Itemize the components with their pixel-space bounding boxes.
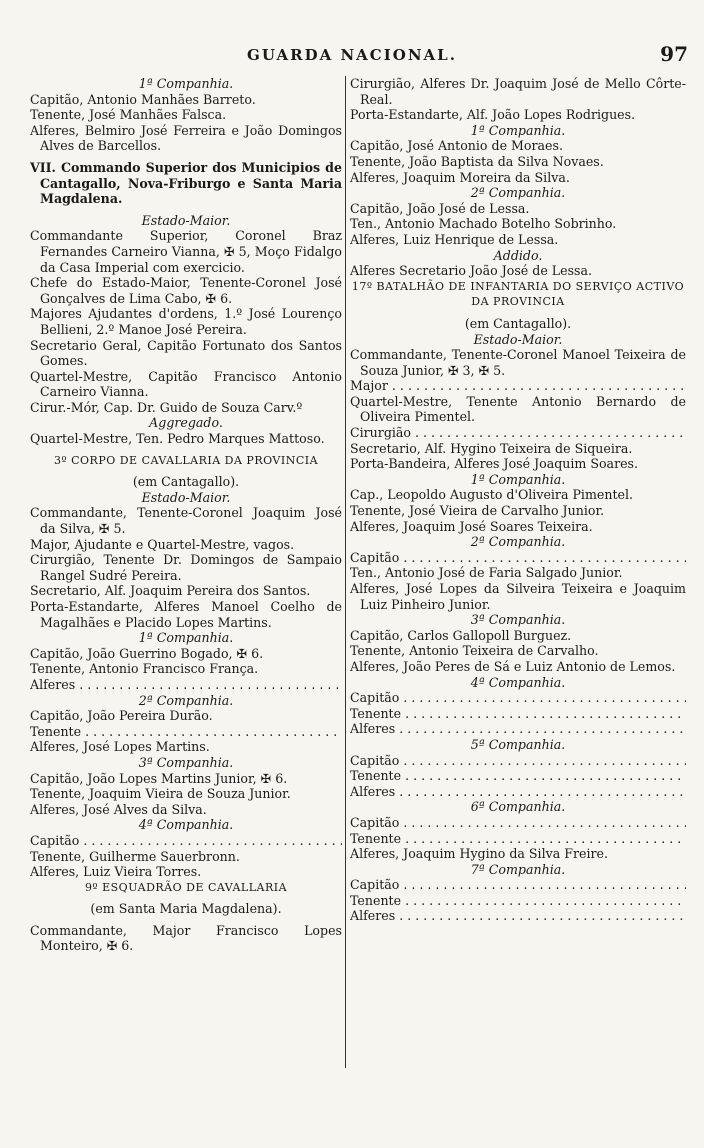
roster-entry: Commandante Superior, Coronel Braz Fernandes Carneiro Vianna, ✠ 5, Moço Fidalgo da Casa Imperial com exercicio. bbox=[30, 228, 342, 275]
roster-entry: Alferes, Belmiro José Ferreira e João Domingos Alves de Barcellos. bbox=[30, 122, 342, 154]
section-heading: 6ª Companhia. bbox=[470, 799, 566, 815]
vacant-entry: Alferes . . . bbox=[350, 908, 686, 924]
roster-entry: Commandante, Tenente-Coronel Manoel Teixeira de Souza Junior, ✠ 3, ✠ 5. bbox=[350, 347, 686, 378]
roster-entry: Capitão, Carlos Gallopoll Burguez. bbox=[350, 627, 572, 643]
left-column bbox=[30, 76, 342, 954]
roster-entry: Tenente, João Baptista da Silva Novaes. bbox=[350, 153, 604, 169]
section-heading: 1ª Companhia. bbox=[470, 471, 566, 487]
vacant-entry: Capitão . . . bbox=[350, 753, 686, 769]
roster-entry: Ten., Antonio Machado Botelho Sobrinho. bbox=[350, 216, 617, 232]
roster-entry: Alferes, Luiz Vieira Torres. bbox=[30, 864, 202, 880]
section-heading: 5ª Companhia. bbox=[470, 736, 566, 752]
roster-entry: Secretario Geral, Capitão Fortunato dos Santos Gomes. bbox=[30, 337, 342, 369]
vacant-entry: Major . . . bbox=[350, 378, 686, 394]
roster-entry: Alferes, José Lopes Martins. bbox=[30, 739, 210, 755]
roster-entry: Alferes, Luiz Henrique de Lessa. bbox=[350, 231, 559, 247]
page-number: 97 bbox=[660, 42, 688, 66]
roster-entry: Cirurgião, Tenente Dr. Domingos de Sampaio Rangel Sudré Pereira. bbox=[30, 552, 342, 583]
roster-entry: Majores Ajudantes d'ordens, 1.º José Lourenço Bellieni, 2.º Manoe José Pereira. bbox=[30, 306, 342, 337]
section-heading: 3ª Companhia. bbox=[138, 754, 234, 770]
roster-entry: Capitão, João Lopes Martins Junior, ✠ 6. bbox=[30, 770, 288, 786]
unit-heading: 17º BATALHÃO DE INFANTARIA DO SERVIÇO ACTIVO DA PROVINCIA bbox=[351, 279, 685, 309]
roster-entry: Porta-Bandeira, Alferes José Joaquim Soares. bbox=[350, 456, 639, 472]
roster-entry: Alferes, Joaquim Hygino da Silva Freire. bbox=[350, 846, 608, 862]
right-column bbox=[350, 76, 686, 924]
roster-entry: Alferes, Joaquim José Soares Teixeira. bbox=[350, 518, 593, 534]
roster-entry: Capitão, Antonio Manhães Barreto. bbox=[30, 91, 256, 107]
roster-entry: Quartel-Mestre, Capitão Francisco Antonio Carneiro Vianna. bbox=[30, 368, 342, 400]
command-heading: VII. Commando Superior dos Municipios de Cantagallo, Nova-Friburgo e Santa Maria Magdalena. bbox=[30, 159, 342, 207]
section-heading: Estado-Maior. bbox=[141, 489, 231, 505]
vacant-entry: Tenente . . . bbox=[350, 893, 686, 909]
roster-entry: Quartel-Mestre, Tenente Antonio Bernardo de Oliveira Pimentel. bbox=[350, 393, 686, 425]
unit-location: (em Cantagallo). bbox=[464, 315, 572, 331]
roster-entry: Alferes Secretario João José de Lessa. bbox=[350, 263, 593, 279]
section-heading: 1ª Companhia. bbox=[138, 76, 234, 91]
roster-entry: Tenente, Antonio Teixeira de Carvalho. bbox=[350, 643, 599, 659]
vacant-entry: Capitão . . . bbox=[350, 550, 686, 566]
vacant-entry: Capitão . . . bbox=[30, 833, 342, 849]
roster-entry: Commandante, Major Francisco Lopes Monteiro, ✠ 6. bbox=[30, 922, 342, 954]
roster-entry: Porta-Estandarte, Alf. João Lopes Rodrigues. bbox=[350, 107, 636, 123]
vacant-entry: Tenente . . . bbox=[30, 724, 342, 740]
section-heading: 2ª Companhia. bbox=[470, 185, 566, 201]
section-heading: 2ª Companhia. bbox=[138, 692, 234, 708]
roster-entry: Tenente, José Manhães Falsca. bbox=[30, 107, 227, 123]
roster-entry: Alferes, José Lopes da Silveira Teixeira e Joaquim Luiz Pinheiro Junior. bbox=[350, 581, 686, 612]
section-heading: 4ª Companhia. bbox=[138, 817, 234, 833]
roster-entry: Cirurgião, Alferes Dr. Joaquim José de Mello Côrte-Real. bbox=[350, 76, 686, 107]
roster-entry: Quartel-Mestre, Ten. Pedro Marques Mattoso. bbox=[30, 431, 325, 447]
vacant-entry: Capitão . . . bbox=[350, 690, 686, 706]
unit-location: (em Santa Maria Magdalena). bbox=[90, 901, 282, 917]
running-title: GUARDA NACIONAL. bbox=[247, 46, 457, 64]
section-heading: 2ª Companhia. bbox=[470, 534, 566, 550]
roster-entry: Secretario, Alf. Hygino Teixeira de Siqueira. bbox=[350, 440, 633, 456]
vacant-entry: Alferes . . . bbox=[350, 784, 686, 800]
roster-entry: Alferes, José Alves da Silva. bbox=[30, 801, 207, 817]
roster-entry: Capitão, João Guerrino Bogado, ✠ 6. bbox=[30, 645, 264, 661]
roster-entry: Alferes, João Peres de Sá e Luiz Antonio de Lemos. bbox=[350, 658, 676, 674]
roster-entry: Cirur.-Mór, Cap. Dr. Guido de Souza Carv.º bbox=[30, 399, 303, 415]
vacant-entry: Tenente . . . bbox=[350, 706, 686, 722]
unit-location: (em Cantagallo). bbox=[132, 474, 240, 490]
section-heading: Estado-Maior. bbox=[473, 331, 563, 347]
roster-entry: Chefe do Estado-Maior, Tenente-Coronel José Gonçalves de Lima Cabo, ✠ 6. bbox=[30, 275, 342, 306]
roster-entry: Tenente, José Vieira de Carvalho Junior. bbox=[350, 503, 605, 519]
roster-entry: Major, Ajudante e Quartel-Mestre, vagos. bbox=[30, 536, 295, 552]
section-heading: Addido. bbox=[493, 247, 543, 263]
vacant-entry: Capitão . . . bbox=[350, 815, 686, 831]
roster-entry: Ten., Antonio José de Faria Salgado Junior. bbox=[350, 565, 623, 581]
section-heading: Aggregado. bbox=[149, 415, 223, 431]
section-heading: 1ª Companhia. bbox=[470, 122, 566, 138]
section-heading: 7ª Companhia. bbox=[470, 861, 566, 877]
roster-entry: Tenente, Guilherme Sauerbronn. bbox=[30, 848, 240, 864]
vacant-entry: Cirurgião . . . bbox=[350, 425, 686, 441]
roster-entry: Alferes, Joaquim Moreira da Silva. bbox=[350, 169, 570, 185]
unit-heading: 9º ESQUADRÃO DE CAVALLARIA bbox=[84, 880, 288, 894]
roster-entry: Capitão, João Pereira Durão. bbox=[30, 708, 213, 724]
roster-entry: Commandante, Tenente-Coronel Joaquim José da Silva, ✠ 5. bbox=[30, 505, 342, 537]
vacant-entry: Tenente . . . bbox=[350, 768, 686, 784]
vacant-entry: Alferes . . . bbox=[350, 721, 686, 737]
column-divider bbox=[345, 76, 346, 1068]
roster-entry: Secretario, Alf. Joaquim Pereira dos Santos. bbox=[30, 583, 311, 599]
roster-entry: Capitão, João José de Lessa. bbox=[350, 200, 530, 216]
roster-entry: Porta-Estandarte, Alferes Manoel Coelho de Magalhães e Placido Lopes Martins. bbox=[30, 599, 342, 630]
page-header bbox=[0, 42, 704, 68]
roster-entry: Capitão, José Antonio de Moraes. bbox=[350, 138, 563, 154]
roster-entry: Tenente, Antonio Francisco França. bbox=[30, 661, 259, 677]
section-heading: Estado-Maior. bbox=[141, 212, 231, 228]
roster-entry: Cap., Leopoldo Augusto d'Oliveira Pimentel. bbox=[350, 487, 634, 503]
section-heading: 1ª Companhia. bbox=[138, 630, 234, 646]
vacant-entry: Capitão . . . bbox=[350, 877, 686, 893]
section-heading: 4ª Companhia. bbox=[470, 674, 566, 690]
roster-entry: Tenente, Joaquim Vieira de Souza Junior. bbox=[30, 786, 291, 802]
vacant-entry: Alferes . . . bbox=[30, 677, 342, 693]
section-heading: 3ª Companhia. bbox=[470, 612, 566, 628]
vacant-entry: Tenente . . . bbox=[350, 831, 686, 847]
unit-heading: 3º CORPO DE CAVALLARIA DA PROVINCIA bbox=[53, 453, 319, 467]
